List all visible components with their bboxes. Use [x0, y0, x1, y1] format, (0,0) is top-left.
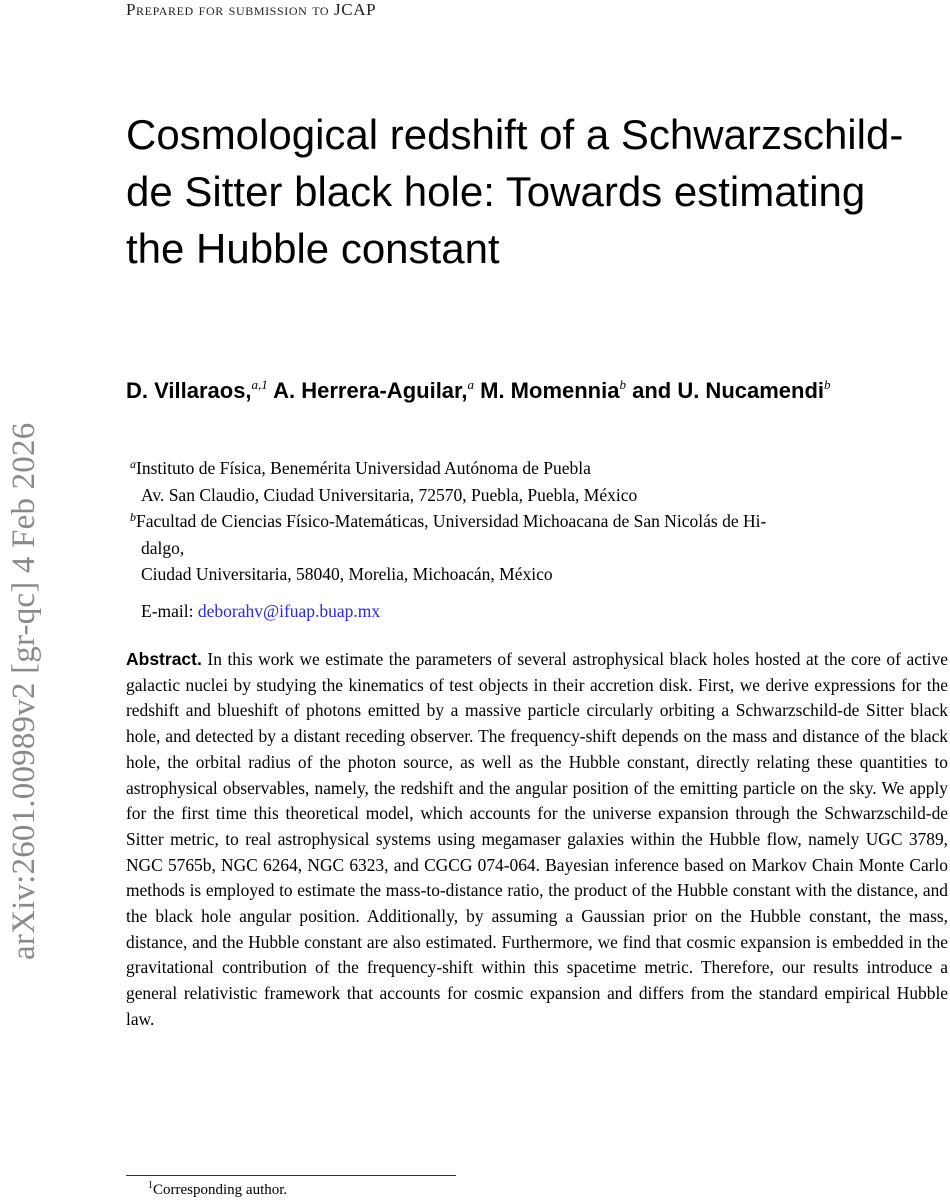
affiliation-line: dalgo,	[141, 537, 185, 558]
author-affiliation-mark: b	[824, 377, 831, 392]
footnote-mark: 1	[148, 1180, 153, 1191]
affiliation-line: Ciudad Universitaria, 58040, Morelia, Michoacán, México	[141, 564, 553, 585]
affiliation-line: Av. San Claudio, Ciudad Universitaria, 72570, Puebla, Puebla, México	[141, 484, 638, 505]
abstract-label: Abstract.	[126, 649, 202, 669]
email-line	[130, 598, 930, 625]
author-name: and U. Nucamendi	[632, 378, 825, 403]
footnote-divider	[126, 1175, 456, 1176]
author-list	[126, 376, 916, 406]
author-name: D. Villaraos,	[126, 378, 252, 403]
abstract-text: In this work we estimate the parameters of several astrophysical black holes hosted at the core of active galactic nuclei by studying the kinematics of test objects in their accretion disk. First, we derive expressions for the redshift and blueshift of photons emitted by a massive particle circularly orbiting a Schwarzschild-de Sitter black hole, and detected by a distant receding observer. The frequency-shift depends on the mass and distance of the black hole, the orbital radius of the photon source, as well as the Hubble constant, directly relating these quantities to astrophysical observables, namely, the redshift and the angular position of the emitting particle on the sky. We apply for the first time this theoretical model, which accounts for the universe expansion through the Schwarzschild-de Sitter metric, to real astrophysical systems using megamaser galaxies within the Hubble flow, namely UGC 3789, NGC 5765b, NGC 6264, NGC 6323, and CGCG 074-064. Bayesian inference based on Markov Chain Monte Carlo methods is employed to estimate the mass-to-distance ratio, the product of the Hubble constant with the distance, and the black hole angular position. Additionally, by assuming a Gaussian prior on the Hubble constant, the mass, distance, and the Hubble constant are also estimated. Furthermore, we find that cosmic expansion is embedded in the gravitational contribution of the frequency-shift within this spacetime metric. Therefore, our results introduce a general relativistic framework that accounts for cosmic expansion and differs from the standard empirical Hubble law.	[126, 649, 948, 1029]
affiliation-line: Instituto de Física, Benemérita Universidad Autónoma de Puebla	[136, 458, 591, 478]
arxiv-identifier-stamp[interactable]: arXiv:2601.00989v2 [gr-qc] 4 Feb 2026	[6, 422, 42, 960]
paper-title: Cosmological redshift of a Schwarzschild-de Sitter black hole: Towards estimating the Hubble constant	[126, 111, 904, 272]
affiliation-mark: a	[130, 457, 136, 471]
email-link[interactable]: deborahv@ifuap.buap.mx	[197, 600, 381, 621]
author-affiliation-mark: a,1	[251, 377, 268, 392]
affiliation-mark: b	[130, 510, 136, 525]
running-head: Prepared for submission to JCAP	[126, 0, 377, 19]
affiliations	[130, 455, 930, 625]
affiliation-b	[130, 508, 930, 535]
affiliation-line: Facultad de Ciencias Físico-Matemáticas, Universidad Michoacana de San Nicolás de Hi-	[136, 511, 767, 532]
author-affiliation-mark: b	[619, 377, 626, 392]
author-name: M. Momennia	[480, 378, 620, 403]
author-affiliation-mark: a	[467, 377, 474, 392]
author-name: A. Herrera-Aguilar,	[273, 378, 468, 403]
affiliation-a	[130, 455, 930, 482]
abstract	[126, 647, 948, 1033]
footnote-text: Corresponding author.	[153, 1182, 288, 1198]
footnote	[148, 1180, 287, 1200]
email-label: E-mail:	[141, 600, 194, 621]
